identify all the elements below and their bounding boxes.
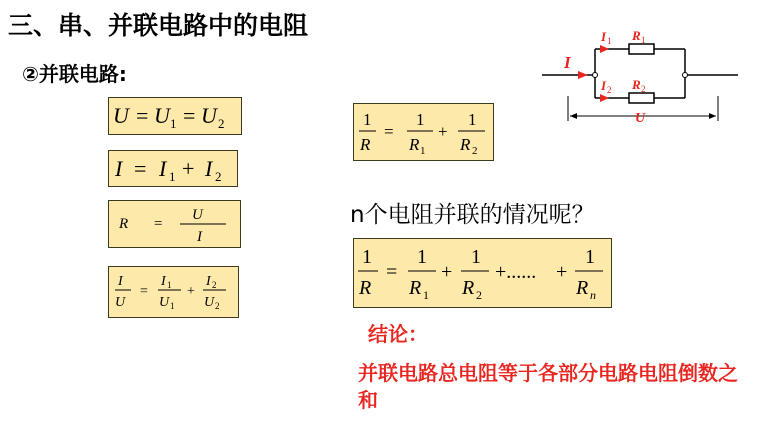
f6-plus1: + <box>441 261 453 283</box>
f4-n1: I <box>161 274 166 289</box>
formula-ratio <box>108 266 239 318</box>
f3-eq: = <box>154 216 163 232</box>
node-left <box>593 73 598 78</box>
f2-i: I <box>115 156 123 181</box>
f6-one: 1 <box>362 246 372 268</box>
f2-i1: I <box>159 156 167 181</box>
current-arrow-main <box>578 71 588 79</box>
f6-r2: R <box>462 277 475 299</box>
f1-u1-sub: 1 <box>170 116 177 131</box>
label-r2: R <box>632 77 641 92</box>
f3-r: R <box>119 216 129 232</box>
resistor-r1 <box>629 44 654 54</box>
conclusion-text: 并联电路总电阻等于各部分电路电阻倒数之和 <box>358 361 738 412</box>
u-arrow-right <box>709 113 716 119</box>
label-i2-sub: 2 <box>607 85 612 95</box>
formula-reciprocal-two <box>353 103 494 161</box>
f5-one-b: 1 <box>468 110 477 129</box>
f4-n1-sub: 1 <box>167 280 172 290</box>
f2-plus: + <box>182 156 195 181</box>
f6-r1-sub: 1 <box>423 288 429 302</box>
f6-rn: R <box>576 277 589 299</box>
f5-r2-sub: 2 <box>472 145 478 157</box>
label-i1: I <box>601 29 607 44</box>
f5-one-a: 1 <box>416 110 425 129</box>
formula-reciprocal-n <box>353 238 612 308</box>
f4-eq: = <box>140 284 148 299</box>
f6-one-a: 1 <box>417 246 427 268</box>
formula-current <box>108 150 238 187</box>
f5-r2: R <box>460 135 471 154</box>
f6-plus2: + <box>556 261 568 283</box>
f5-plus: + <box>438 122 448 141</box>
label-i1-sub: 1 <box>607 36 612 46</box>
f6-eq: = <box>386 261 398 283</box>
f6-dots: +...... <box>495 261 537 283</box>
parallel-circuit-diagram <box>538 26 748 134</box>
f1-u2: U <box>201 103 217 128</box>
f1-eq1: = <box>136 103 149 128</box>
label-r1-sub: 1 <box>641 35 646 45</box>
f6-r2-sub: 2 <box>476 288 482 302</box>
f4-lden: U <box>115 295 126 310</box>
current-arrow-top <box>600 45 609 53</box>
f4-n2: I <box>206 274 211 289</box>
f1-u2-sub: 2 <box>218 116 225 131</box>
f2-i1-sub: 1 <box>169 169 176 184</box>
label-r1: R <box>632 28 641 43</box>
label-i: I <box>564 53 571 72</box>
f4-d1: U <box>159 295 170 310</box>
section-subtitle: ②并联电路: <box>22 62 127 86</box>
f6-one-c: 1 <box>585 246 595 268</box>
resistor-r2 <box>629 93 654 103</box>
f4-plus: + <box>187 284 195 299</box>
f6-one-b: 1 <box>471 246 481 268</box>
f5-r1-sub: 1 <box>420 145 426 157</box>
f1-eq2: = <box>183 103 196 128</box>
f4-d1-sub: 1 <box>170 301 175 311</box>
f6-r: R <box>359 277 372 299</box>
question-label: n个电阻并联的情况呢？ <box>350 202 595 228</box>
node-right <box>683 73 688 78</box>
f3-den: I <box>197 229 202 245</box>
conclusion-label: 结论： <box>368 322 428 346</box>
f5-eq: = <box>384 122 394 141</box>
f2-i2: I <box>205 156 213 181</box>
f5-r: R <box>360 135 371 154</box>
f4-d2: U <box>204 295 215 310</box>
f2-eq: = <box>134 156 147 181</box>
f4-lnum: I <box>118 274 123 289</box>
question-text <box>350 196 595 229</box>
f6-rn-sub: n <box>590 288 596 302</box>
f3-num: U <box>192 207 203 223</box>
page-title: 三、串、并联电路中的电阻 <box>8 11 309 40</box>
f1-u1: U <box>154 103 170 128</box>
formula-voltage <box>108 97 242 135</box>
f5-one: 1 <box>363 110 372 129</box>
label-r2-sub: 2 <box>641 84 646 94</box>
f4-n2-sub: 2 <box>212 280 217 290</box>
u-arrow-left <box>570 113 577 119</box>
f4-d2-sub: 2 <box>215 301 220 311</box>
formula-resistance <box>108 200 241 248</box>
current-arrow-bottom <box>600 94 609 102</box>
f5-r1: R <box>409 135 420 154</box>
label-i2: I <box>601 78 607 93</box>
f2-i2-sub: 2 <box>215 169 222 184</box>
f6-r1: R <box>409 277 422 299</box>
f1-u: U <box>113 103 129 128</box>
label-u: U <box>635 111 646 126</box>
